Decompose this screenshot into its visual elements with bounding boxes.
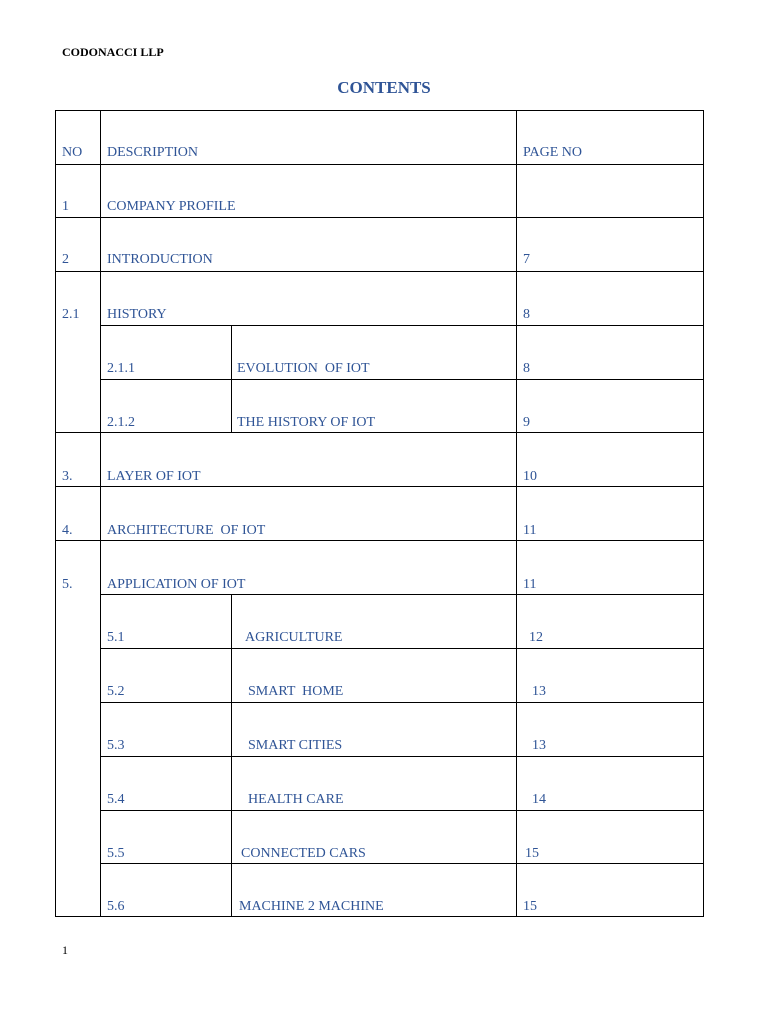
- toc-subrow-page: 15: [523, 899, 537, 914]
- toc-subrow-number: 5.5: [107, 846, 125, 861]
- toc-row-description: INTRODUCTION: [107, 252, 213, 267]
- toc-row-page: 11: [523, 577, 537, 592]
- toc-row-number: 2: [62, 252, 69, 267]
- toc-subrow-number: 5.3: [107, 738, 125, 753]
- toc-subrow-page: 9: [523, 415, 530, 430]
- toc-subrow-page: 13: [532, 684, 546, 699]
- column-header-description: DESCRIPTION: [107, 145, 199, 160]
- toc-row-description: APPLICATION OF IOT: [107, 577, 246, 592]
- toc-subrow-page: 8: [523, 361, 530, 376]
- page-title: CONTENTS: [337, 78, 431, 97]
- toc-subrow-number: 2.1.1: [107, 361, 135, 376]
- toc-subrow-number: 5.6: [107, 899, 125, 914]
- toc-row-page: 10: [523, 469, 537, 484]
- toc-subrow-page: 13: [532, 738, 546, 753]
- toc-subrow-number: 5.4: [107, 792, 125, 807]
- toc-subrow-description: THE HISTORY OF IOT: [237, 415, 376, 430]
- toc-subrow-page: 15: [525, 846, 539, 861]
- toc-row-number: 4.: [62, 523, 73, 538]
- toc-row-page: 11: [523, 523, 537, 538]
- toc-row-number: 1: [62, 199, 69, 214]
- toc-subrow-description: SMART CITIES: [248, 738, 343, 753]
- toc-subrow-page: 14: [532, 792, 546, 807]
- toc-subrow-description: MACHINE 2 MACHINE: [239, 899, 384, 914]
- toc-subrow-number: 5.2: [107, 684, 125, 699]
- toc-row-description: ARCHITECTURE OF IOT: [107, 523, 266, 538]
- toc-row-description: COMPANY PROFILE: [107, 199, 236, 214]
- company-name: CODONACCI LLP: [62, 45, 164, 59]
- toc-row-page: 7: [523, 252, 530, 267]
- toc-subrow-description: EVOLUTION OF IOT: [237, 361, 370, 376]
- toc-row-description: HISTORY: [107, 307, 167, 322]
- page-number: 1: [62, 943, 68, 957]
- toc-row-description: LAYER OF IOT: [107, 469, 201, 484]
- toc-row-number: 2.1: [62, 307, 80, 322]
- toc-subrow-page: 12: [529, 630, 543, 645]
- toc-subrow-description: AGRICULTURE: [245, 630, 343, 645]
- toc-subrow-number: 5.1: [107, 630, 125, 645]
- column-header-no: NO: [62, 145, 83, 160]
- toc-subrow-number: 2.1.2: [107, 415, 135, 430]
- toc-row-number: 3.: [62, 469, 73, 484]
- toc-subrow-description: SMART HOME: [248, 684, 344, 699]
- toc-subrow-description: HEALTH CARE: [248, 792, 344, 807]
- toc-subrow-description: CONNECTED CARS: [241, 846, 366, 861]
- toc-row-number: 5.: [62, 577, 73, 592]
- toc-row-page: 8: [523, 307, 530, 322]
- column-header-page: PAGE NO: [523, 145, 582, 160]
